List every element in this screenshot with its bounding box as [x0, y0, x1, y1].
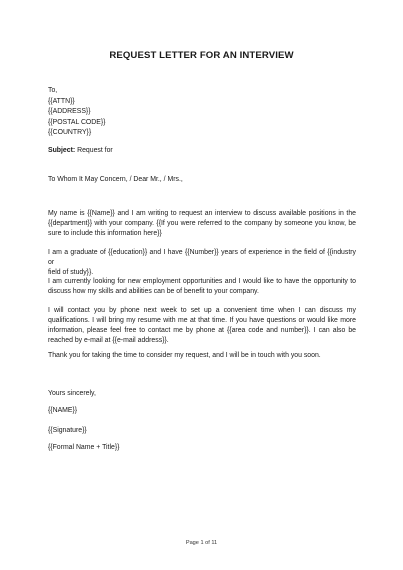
- document-title: REQUEST LETTER FOR AN INTERVIEW: [109, 50, 294, 61]
- paragraph-line: I am currently looking for new employment opportunities and I would like to have the opportunity to: [48, 278, 356, 285]
- closing-valediction: Yours sincerely,: [48, 390, 96, 397]
- paragraph-line: reached by e-mail at {{e-mail address}}.: [48, 337, 169, 345]
- paragraph-line: information, please feel free to contact me by phone at {{area code and number}}. I can also be: [48, 327, 356, 335]
- closing-signature: {{Signature}}: [48, 427, 87, 434]
- recipient-address-block: [48, 86, 105, 139]
- paragraph-line: qualifications. I will bring my resume with me at that time. If you have questions or would like more: [48, 317, 356, 325]
- salutation: To Whom It May Concern, / Dear Mr., / Mrs.,: [48, 176, 183, 183]
- recipient-attn: {{ATTN}}: [48, 97, 75, 105]
- paragraph-line: I am a graduate of {{education}} and I have {{Number}} years of experience in the field of {{industry or: [48, 249, 356, 267]
- body-paragraph-education: [48, 248, 356, 278]
- paragraph-line: I will contact you by phone next week to set up a convenient time when I can discuss my: [48, 307, 356, 314]
- paragraph-line: My name is {{Name}} and I am writing to request an interview to discuss available positions in the: [48, 210, 356, 217]
- subject-label: Subject:: [48, 147, 76, 154]
- recipient-to: To,: [48, 87, 58, 94]
- page-indicator: Page 1 of 11: [185, 540, 218, 546]
- recipient-postal-code: {{POSTAL CODE}}: [48, 118, 106, 126]
- recipient-country: {{COUNTRY}}: [48, 129, 92, 137]
- closing-formal-name: {{Formal Name + Title}}: [48, 444, 120, 451]
- body-paragraph-contact: [48, 306, 356, 346]
- body-paragraph-thanks: [48, 351, 356, 361]
- paragraph-line: sure to include this information here}}: [48, 230, 162, 238]
- recipient-address: {{ADDRESS}}: [48, 108, 91, 116]
- paragraph-line: Thank you for taking the time to consider my request, and I will be in touch with you soon.: [48, 352, 321, 359]
- subject-text: Request for: [75, 147, 113, 154]
- paragraph-line: {{department}} with your company. {{If you were referred to the company by someone you know, be: [48, 220, 356, 228]
- paragraph-line: discuss how my skills and abilities can be of benefit to your company.: [48, 288, 259, 296]
- closing-name: {{NAME}}: [48, 407, 78, 414]
- body-paragraph-opportunity: [48, 277, 356, 297]
- body-paragraph-intro: [48, 209, 356, 239]
- subject-line: [48, 147, 113, 154]
- paragraph-line: field of study}}.: [48, 269, 94, 277]
